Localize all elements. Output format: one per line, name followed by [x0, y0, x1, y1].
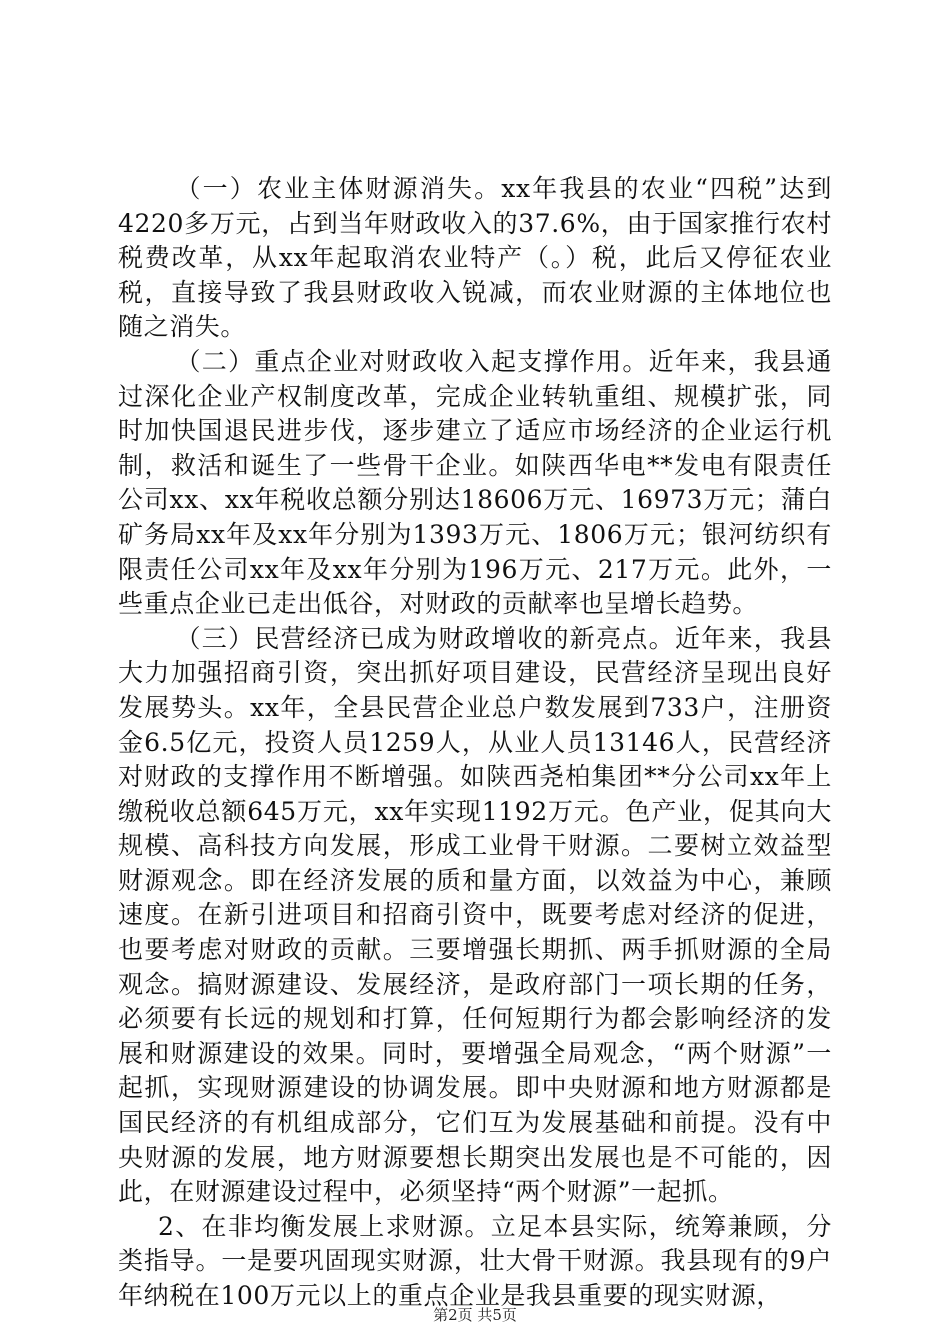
document-body	[118, 172, 832, 1314]
paragraph-agriculture: （一）农业主体财源消失。xx年我县的农业“四税”达到4220多万元，占到当年财政收入的37.6%，由于国家推行农村税费改革，从xx年起取消农业特产（。）税，此后又停征农业税，直接导致了我县财政收入锐减，而农业财源的主体地位也随之消失。	[118, 174, 832, 342]
paragraph-key-enterprises: （二）重点企业对财政收入起支撑作用。近年来，我县通过深化企业产权制度改革，完成企业转轨重组、规模扩张，同时加快国退民进步伐，逐步建立了适应市场经济的企业运行机制，救活和诞生了一些骨干企业。如陕西华电**发电有限责任公司xx、xx年税收总额分别达18606万元、16973万元；蒲白矿务局xx年及xx年分别为1393万元、1806万元；银河纺织有限责任公司xx年及xx年分别为196万元、217万元。此外，一些重点企业已走出低谷，对财政的贡献率也呈增长趋势。	[118, 346, 832, 619]
paragraph-private-economy: （三）民营经济已成为财政增收的新亮点。近年来，我县大力加强招商引资，突出抓好项目建设，民营经济呈现出良好发展势头。xx年，全县民营企业总户数发展到733户，注册资金6.5亿元，投资人员1259人，从业人员13146人，民营经济对财政的支撑作用不断增强。如陕西尧柏集团**分公司xx年上缴税收总额645万元，xx年实现1192万元。色产业，促其向大规模、高科技方向发展，形成工业骨干财源。二要树立效益型财源观念。即在经济发展的质和量方面，以效益为中心，兼顾速度。在新引进项目和招商引资中，既要考虑对经济的促进，也要考虑对财政的贡献。三要增强长期抓、两手抓财源的全局观念。搞财源建设、发展经济，是政府部门一项长期的任务，必须要有长远的规划和打算，任何短期行为都会影响经济的发展和财源建设的效果。同时，要增强全局观念，“两个财源”一起抓，实现财源建设的协调发展。即中央财源和地方财源都是国民经济的有机组成部分，它们互为发展基础和前提。没有中央财源的发展，地方财源要想长期突出发展也是不可能的，因此，在财源建设过程中，必须坚持“两个财源”一起抓。	[118, 623, 832, 1207]
page-number-footer: 第2页 共5页	[433, 1306, 517, 1324]
paragraph-non-balanced-development: 2、在非均衡发展上求财源。立足本县实际，统筹兼顾，分类指导。一是要巩固现实财源，壮大骨干财源。我县现有的9户年纳税在100万元以上的重点企业是我县重要的现实财源，	[118, 1211, 832, 1310]
